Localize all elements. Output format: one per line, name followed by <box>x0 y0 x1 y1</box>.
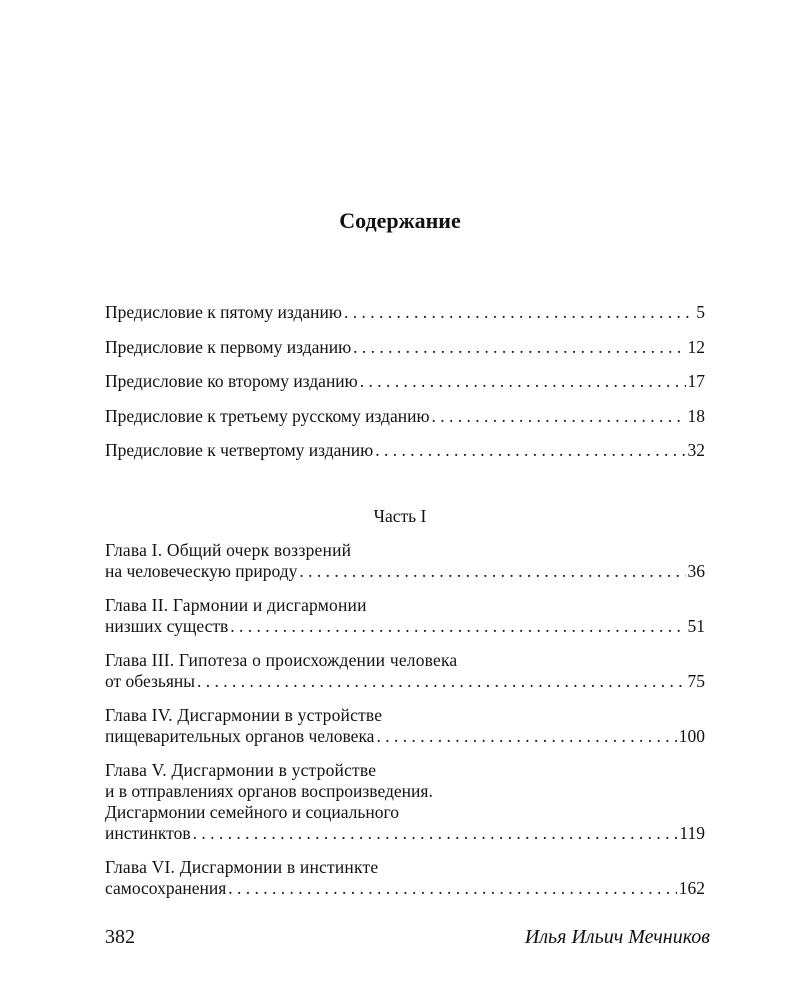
chapter-title-last-line: пищеварительных органов человека <box>105 726 375 746</box>
dot-leader <box>360 371 686 391</box>
toc-chapter-entry[interactable] <box>105 857 705 898</box>
toc-line <box>105 406 705 426</box>
toc-page-number: 51 <box>687 616 705 636</box>
footer-page-number: 382 <box>105 926 135 948</box>
toc-entry[interactable] <box>105 337 705 357</box>
toc-page-number: 119 <box>679 823 705 843</box>
chapter-title-line: Глава I. Общий очерк воззрений <box>105 540 352 560</box>
part-heading: Часть I <box>373 506 427 526</box>
dot-leader <box>375 440 685 460</box>
toc-line <box>105 561 705 581</box>
toc-entry-title: Предисловие ко второму изданию <box>105 371 358 391</box>
toc-page-number: 75 <box>687 671 705 691</box>
dot-leader <box>193 823 678 843</box>
chapter-title-last-line: на человеческую природу <box>105 561 298 581</box>
toc-chapter-entry[interactable] <box>105 540 705 581</box>
toc-entry-title: Предисловие к первому изданию <box>105 336 352 357</box>
chapter-title-last-line: низших существ <box>105 616 229 636</box>
toc-chapter-entry[interactable] <box>105 760 705 843</box>
toc-entry[interactable] <box>105 302 705 322</box>
chapter-title-line: Глава V. Дисгармонии в устройстве <box>105 760 377 780</box>
toc-entry[interactable] <box>105 406 705 426</box>
dot-leader <box>228 878 676 898</box>
toc-page-number: 18 <box>687 405 705 426</box>
toc-chapter-entry[interactable] <box>105 705 705 746</box>
toc-page-number: 32 <box>687 440 705 460</box>
toc-prefaces <box>105 302 705 475</box>
dot-leader <box>432 406 686 426</box>
toc-entry[interactable] <box>105 440 705 460</box>
chapter-title-line: Глава VI. Дисгармонии в инстинкте <box>105 857 379 877</box>
dot-leader <box>197 671 685 691</box>
toc-line <box>105 371 705 391</box>
toc-entry-title: Предисловие к пятому изданию <box>105 302 342 322</box>
toc-line <box>105 823 705 843</box>
toc-chapter-entry[interactable] <box>105 595 705 636</box>
dot-leader <box>299 561 685 581</box>
toc-line <box>105 726 705 746</box>
toc-chapter-entry[interactable] <box>105 650 705 691</box>
toc-line <box>105 616 705 636</box>
dot-leader <box>353 337 685 357</box>
toc-line <box>105 440 705 460</box>
dot-leader <box>230 616 685 636</box>
toc-page-number: 162 <box>678 878 705 898</box>
chapter-title-line: Дисгармонии семейного и социального <box>105 802 399 822</box>
toc-line <box>105 302 705 322</box>
toc-page-number: 36 <box>687 561 705 581</box>
toc-page-number: 12 <box>687 336 705 357</box>
toc-chapters <box>105 540 705 912</box>
toc-page-number: 5 <box>696 302 705 322</box>
footer-author: Илья Ильич Мечников <box>524 926 710 948</box>
toc-line <box>105 878 705 898</box>
dot-leader <box>376 726 676 746</box>
page-title: Содержание <box>339 208 461 233</box>
chapter-title-last-line: самосохранения <box>105 878 227 898</box>
dot-leader <box>344 302 694 322</box>
chapter-title-line: Глава III. Гипотеза о происхождении человека <box>105 650 458 670</box>
toc-entry[interactable] <box>105 371 705 391</box>
chapter-title-last-line: от обезьяны <box>105 671 196 691</box>
toc-entry-title: Предисловие к третьему русскому изданию <box>105 405 430 426</box>
chapter-title-line: Глава II. Гармонии и дисгармонии <box>105 595 367 615</box>
toc-line <box>105 337 705 357</box>
toc-page-number: 17 <box>687 371 705 391</box>
chapter-title-line: Глава IV. Дисгармонии в устройстве <box>105 705 383 725</box>
toc-page-number: 100 <box>678 726 705 746</box>
toc-entry-title: Предисловие к четвертому изданию <box>105 440 374 460</box>
chapter-title-last-line: инстинктов <box>105 823 191 843</box>
toc-line <box>105 671 705 691</box>
chapter-title-line: и в отправлениях органов воспроизведения. <box>105 781 433 801</box>
